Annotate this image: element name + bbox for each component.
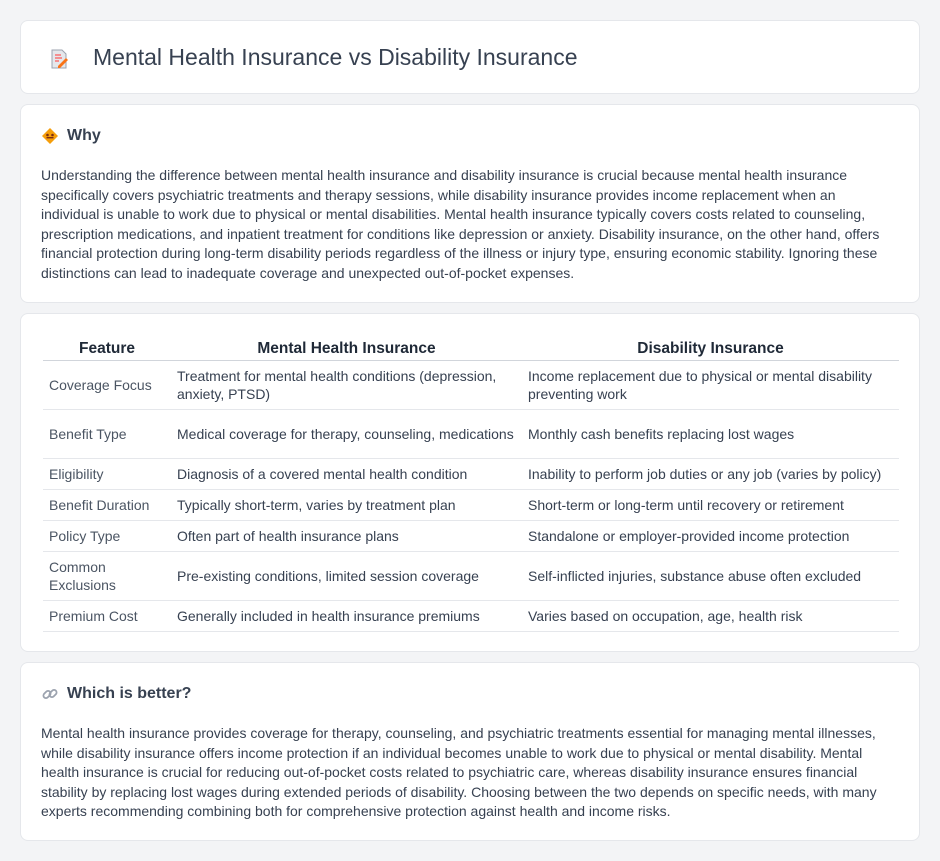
disability-cell: Inability to perform job duties or any job (varies by policy) (522, 459, 899, 490)
which-better-title: Which is better? (67, 685, 192, 702)
table-row (43, 410, 899, 459)
mental-health-cell: Generally included in health insurance premiums (171, 601, 522, 632)
disability-cell: Self-inflicted injuries, substance abuse often excluded (522, 552, 899, 601)
feature-cell: Policy Type (43, 521, 171, 552)
page-title: Mental Health Insurance vs Disability Insurance (93, 44, 578, 70)
disability-cell: Short-term or long-term until recovery or retirement (522, 490, 899, 521)
mental-health-cell: Treatment for mental health conditions (depression, anxiety, PTSD) (171, 361, 522, 410)
feature-cell: Benefit Duration (43, 490, 171, 521)
feature-cell: Common Exclusions (43, 552, 171, 601)
diamond-sign-icon (41, 127, 59, 145)
why-text: Understanding the difference between mental health insurance and disability insurance is crucial because mental health insurance specifically covers psychiatric treatments and therapy sessions, while disability insurance provides income replacement when an individual is unable to work due to physical or mental disabilities. Mental health insurance typically covers costs related to counseling, prescription medications, and inpatient treatment for conditions like depression or anxiety. Disability insurance, on the other hand, offers financial protection during long-term disability periods regardless of the illness or injury type, ensuring economic stability. Ignoring these distinctions can lead to inadequate coverage and unexpected out-of-pocket expenses. (41, 167, 880, 281)
disability-cell: Standalone or employer-provided income protection (522, 521, 899, 552)
why-section (20, 104, 920, 303)
table-row (43, 601, 899, 632)
mental-health-cell: Diagnosis of a covered mental health condition (171, 459, 522, 490)
which-better-section (20, 662, 920, 841)
disability-cell: Income replacement due to physical or mental disability preventing work (522, 361, 899, 410)
header-mental-health: Mental Health Insurance (171, 336, 522, 361)
header-disability: Disability Insurance (522, 336, 899, 361)
feature-cell: Benefit Type (43, 410, 171, 459)
table-row (43, 361, 899, 410)
mental-health-cell: Often part of health insurance plans (171, 521, 522, 552)
table-row (43, 490, 899, 521)
table-row (43, 459, 899, 490)
link-icon (41, 685, 59, 703)
table-header-row (43, 336, 899, 361)
feature-cell: Coverage Focus (43, 361, 171, 410)
disability-cell: Monthly cash benefits replacing lost wages (522, 410, 899, 459)
mental-health-cell: Typically short-term, varies by treatment plan (171, 490, 522, 521)
feature-cell: Eligibility (43, 459, 171, 490)
comparison-section (20, 313, 920, 652)
table-row (43, 521, 899, 552)
disability-cell: Varies based on occupation, age, health risk (522, 601, 899, 632)
header-card (20, 20, 920, 94)
table-row (43, 552, 899, 601)
comparison-table (43, 336, 899, 632)
which-better-heading (41, 685, 191, 703)
why-title: Why (67, 127, 101, 144)
mental-health-cell: Medical coverage for therapy, counseling, medications (171, 410, 522, 459)
which-better-text: Mental health insurance provides coverage for therapy, counseling, and psychiatric treatments essential for managing mental illnesses, while disability insurance offers income protection if an individual becomes unable to work due to physical or mental disability. Mental health insurance is crucial for reducing out-of-pocket costs related to psychiatric care, whereas disability insurance ensures financial stability by replacing lost wages during extended periods of disability. Choosing between the two depends on specific needs, with many experts recommending combining both for comprehensive protection against health and income risks. (41, 725, 877, 819)
feature-cell: Premium Cost (43, 601, 171, 632)
header-feature: Feature (43, 336, 171, 361)
document-pencil-icon (47, 47, 71, 71)
mental-health-cell: Pre-existing conditions, limited session coverage (171, 552, 522, 601)
why-heading (41, 127, 101, 145)
